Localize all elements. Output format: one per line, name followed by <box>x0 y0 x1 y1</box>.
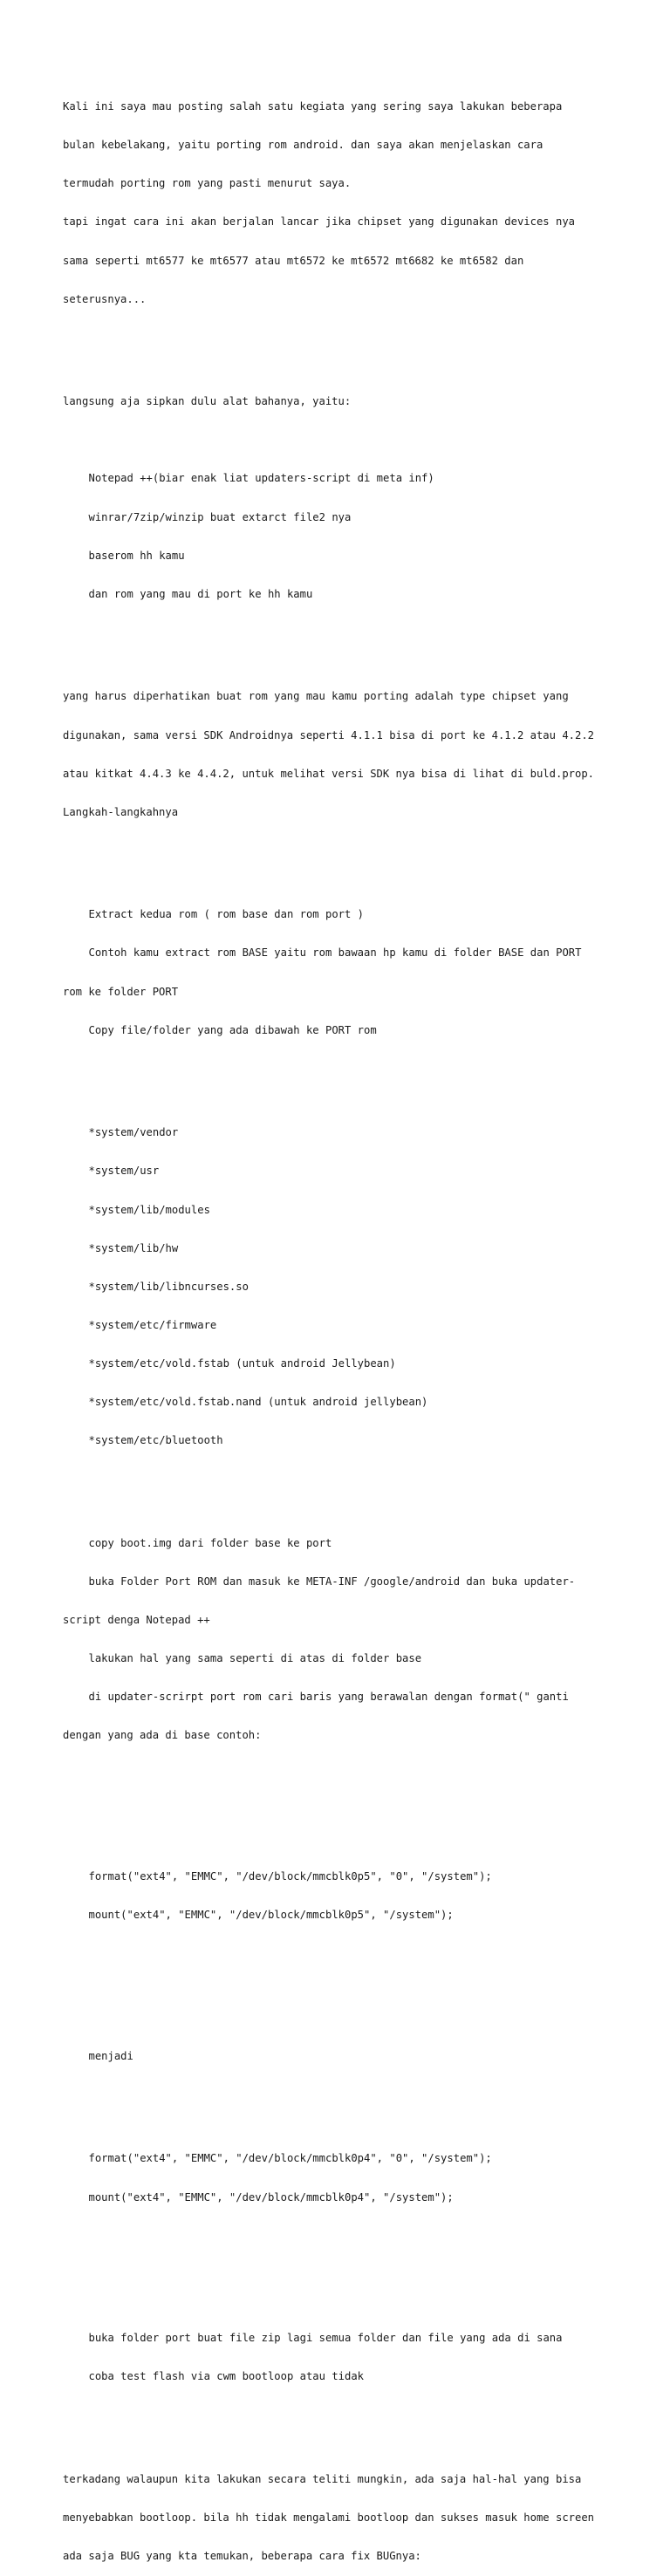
blank-line <box>63 1985 618 1999</box>
notes-line: digunakan, sama versi SDK Androidnya seperti 4.1.1 bisa di port ke 4.1.2 atau 4.2.2 <box>63 728 595 741</box>
blank-line <box>63 1947 618 1960</box>
intro-line: seterusnya... <box>63 292 147 305</box>
closing-line: menyebabkan bootloop. bila hh tidak mengalami bootloop dan sukses masuk home screen <box>63 2511 595 2525</box>
blank-line <box>63 844 618 858</box>
step-line: copy boot.img dari folder base ke port <box>88 1536 332 1549</box>
file-path-item: *system/etc/firmware <box>88 1318 217 1331</box>
step-line: Contoh kamu extract rom BASE yaitu rom bawaan hp kamu di folder BASE dan PORT <box>88 946 582 960</box>
file-path-item: *system/etc/vold.fstab.nand (untuk android jellybean) <box>88 1396 428 1409</box>
tool-item: baserom hh kamu <box>88 549 185 562</box>
step-line: coba test flash via cwm bootloop atau tidak <box>88 2370 365 2383</box>
blank-line <box>63 1063 618 1076</box>
blank-line <box>63 1767 618 1780</box>
file-path-item: *system/vendor <box>88 1126 179 1139</box>
blank-line <box>63 1807 618 1820</box>
tool-item: winrar/7zip/winzip buat extarct file2 nya <box>88 510 352 523</box>
intro-line: termudah porting rom yang pasti menurut saya. <box>63 177 352 190</box>
blank-line <box>63 2409 618 2422</box>
file-path-item: *system/lib/libncurses.so <box>88 1280 249 1293</box>
file-path-item: *system/usr <box>88 1165 160 1178</box>
code-line: format("ext4", "EMMC", "/dev/block/mmcblk0p4", "0", "/system"); <box>88 2152 492 2165</box>
code-line: format("ext4", "EMMC", "/dev/block/mmcblk0p5", "0", "/system"); <box>88 1870 492 1883</box>
step-line: lakukan hal yang sama seperti di atas di folder base <box>88 1652 422 1665</box>
blank-line <box>63 2088 618 2101</box>
intro-line: sama seperti mt6577 ke mt6577 atau mt6572 ke mt6572 mt6682 ke mt6582 dan <box>63 254 524 267</box>
tools-intro: langsung aja sipkan dulu alat bahanya, yaitu: <box>63 395 352 408</box>
code-line: mount("ext4", "EMMC", "/dev/block/mmcblk0p5", "/system"); <box>88 1909 454 1922</box>
becomes-label: menjadi <box>88 2049 133 2062</box>
step-line-continuation: script denga Notepad ++ <box>63 1613 210 1626</box>
step-line: Copy file/folder yang ada dibawah ke PORT rom <box>88 1023 377 1036</box>
intro-line: tapi ingat cara ini akan berjalan lancar jika chipset yang digunakan devices nya <box>63 215 575 229</box>
notes-line: atau kitkat 4.4.3 ke 4.4.2, untuk melihat versi SDK nya bisa di lihat di buld.prop. <box>63 767 595 780</box>
intro-line: Kali ini saya mau posting salah satu kegiata yang sering saya lakukan beberapa <box>63 100 563 113</box>
step-line: buka Folder Port ROM dan masuk ke META-INF /google/android dan buka updater- <box>88 1575 576 1588</box>
file-path-item: *system/etc/bluetooth <box>88 1434 223 1447</box>
blank-line <box>63 434 618 447</box>
step-line-continuation: dengan yang ada di base contoh: <box>63 1729 262 1742</box>
document-body <box>63 62 618 2576</box>
step-line: Extract kedua rom ( rom base dan rom port ) <box>88 908 365 921</box>
intro-line: bulan kebelakang, yaitu porting rom android. dan saya akan menjelaskan cara <box>63 139 544 152</box>
file-path-item: *system/etc/vold.fstab (untuk android Jellybean) <box>88 1356 396 1370</box>
step-line: buka folder port buat file zip lagi semua folder dan file yang ada di sana <box>88 2332 563 2345</box>
code-line: mount("ext4", "EMMC", "/dev/block/mmcblk0p4", "/system"); <box>88 2190 454 2204</box>
tool-item: dan rom yang mau di port ke hh kamu <box>88 587 313 600</box>
step-line-continuation: rom ke folder PORT <box>63 985 179 998</box>
file-path-item: *system/lib/hw <box>88 1241 179 1254</box>
step-line: di updater-scrirpt port rom cari baris yang berawalan dengan format(" ganti <box>88 1691 569 1704</box>
blank-line <box>63 2268 618 2281</box>
blank-line <box>63 1472 618 1486</box>
closing-line: terkadang walaupun kita lakukan secara teliti mungkin, ada saja hal-hal yang bisa <box>63 2472 582 2485</box>
blank-line <box>63 626 618 639</box>
tool-item: Notepad ++(biar enak liat updaters-script di meta inf) <box>88 472 434 485</box>
notes-line: yang harus diperhatikan buat rom yang mau kamu porting adalah type chipset yang <box>63 690 569 703</box>
closing-line: ada saja BUG yang kta temukan, beberapa cara fix BUGnya: <box>63 2550 421 2563</box>
blank-line <box>63 331 618 345</box>
steps-heading: Langkah-langkahnya <box>63 805 179 818</box>
blank-line <box>63 2230 618 2243</box>
file-path-item: *system/lib/modules <box>88 1203 210 1216</box>
